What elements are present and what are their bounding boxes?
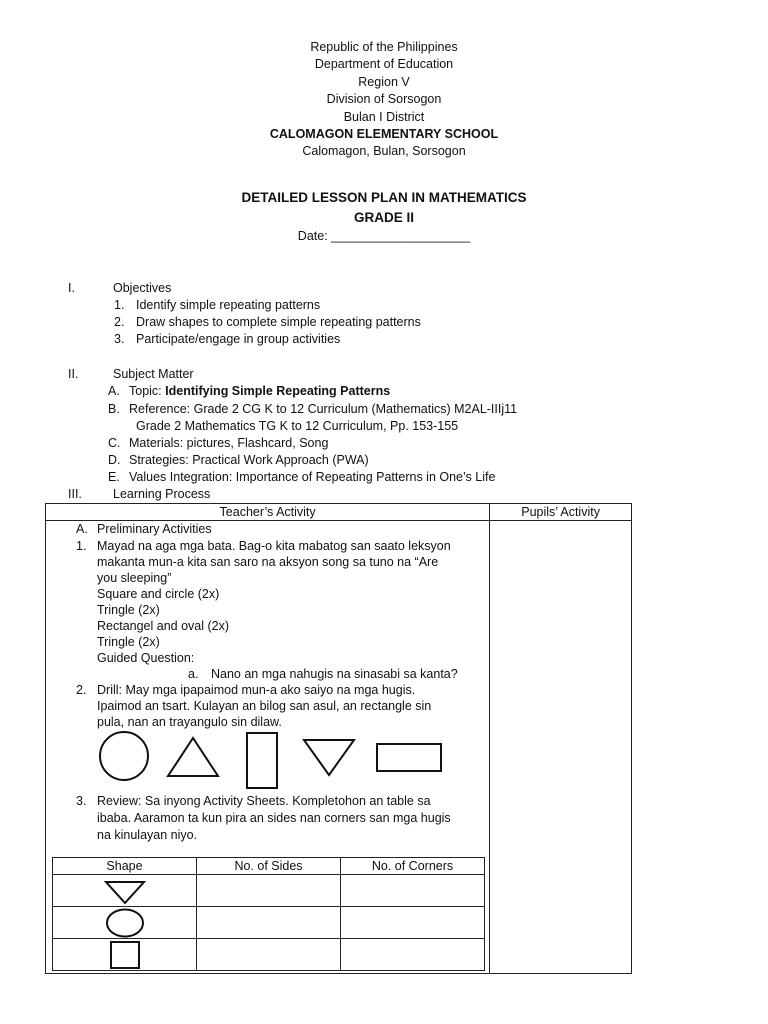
activity-item-line: makanta mun-a kita san saro na aksyon song sa tuno na “Are [97,555,439,569]
subject-item-materials: Materials: pictures, Flashcard, Song [129,436,329,450]
review-corners-cell[interactable] [341,907,485,939]
section-heading-subject-matter: Subject Matter [113,367,194,381]
table-row [53,875,485,907]
review-header-sides: No. of Sides [197,858,341,875]
review-sides-cell[interactable] [197,907,341,939]
header-line-country: Republic of the Philippines [310,40,458,54]
activity-item-line: Tringle (2x) [97,603,160,617]
header-line-district: Bulan I District [343,109,425,124]
activity-item-line: na kinulayan niyo. [97,828,198,842]
activity-section-title: Preliminary Activities [97,522,212,536]
activity-item-line: ibaba. Aaramon ta kun pira an sides nan corners san mga hugis [97,811,451,825]
section-heading-objectives: Objectives [113,281,172,295]
section-heading-learning-process: Learning Process [113,487,211,501]
review-sides-cell[interactable] [197,939,341,971]
date-line: Date: ____________________ [297,229,471,243]
pupils-activity-header: Pupils’ Activity [490,504,632,521]
section-numeral-subject-matter: II. [68,367,79,381]
header-school-address: Calomagon, Bulan, Sorsogon [302,144,466,159]
subject-item-letter: B. [108,402,120,416]
activity-item-line: Ipaimod an tsart. Kulayan an bilog san asul, an rectangle sin [97,699,432,713]
objective-text: Draw shapes to complete simple repeating patterns [136,315,421,329]
table-header-row [46,504,632,521]
objective-text: Participate/engage in group activities [136,332,341,346]
activity-item-line: Mayad na aga mga bata. Bag-o kita mabatog san saato leksyon [97,539,451,553]
objective-number: 3. [114,332,125,346]
review-shape-cell [53,907,197,939]
section-numeral-learning-process: III. [68,487,82,501]
activity-item-number: 1. [76,539,87,553]
review-corners-cell[interactable] [341,939,485,971]
section-numeral-objectives: I. [68,281,75,295]
guided-question-letter: a. [188,667,199,681]
review-header-shape: Shape [53,858,197,875]
objective-number: 2. [114,315,125,329]
header-line-division: Division of Sorsogon [326,92,442,107]
activity-item-number: 3. [76,794,87,808]
activity-item-line: Review: Sa inyong Activity Sheets. Kompletohon an table sa [97,794,431,808]
topic-title: Identifying Simple Repeating Patterns [165,384,391,398]
objective-number: 1. [114,298,125,312]
activity-section-letter: A. [76,522,88,536]
pupils-activity-cell [490,521,632,974]
teacher-activity-header: Teacher’s Activity [46,504,490,521]
subject-item-letter: E. [108,470,120,484]
circle-icon [105,908,145,938]
guided-question-text: Nano an mga nahugis na sinasabi sa kanta? [211,667,458,681]
document-header [0,39,768,161]
subject-item-values: Values Integration: Importance of Repeating Patterns in One’s Life [129,470,496,484]
review-shape-cell [53,939,197,971]
activity-item-line: you sleeping” [97,571,172,585]
subject-item-reference: Reference: Grade 2 CG K to 12 Curriculum (Mathematics) M2AL-IIIj11 [129,402,518,416]
activity-item-line: Tringle (2x) [97,635,160,649]
activity-item-line: Rectangel and oval (2x) [97,619,230,633]
review-shape-cell [53,875,197,907]
header-line-region: Region V [358,74,410,89]
subject-item-letter: A. [108,384,120,398]
table-row [53,939,485,971]
tall-rectangle-icon [247,733,277,788]
activity-item-line: pula, nan an trayangulo sin dilaw. [97,715,282,729]
inverted-triangle-icon [103,879,147,905]
document-title: DETAILED LESSON PLAN IN MATHEMATICS [241,190,527,205]
topic-prefix: Topic: [129,384,166,398]
drill-shapes [90,728,450,792]
grade-level: GRADE II [353,210,414,225]
subject-item-letter: D. [108,453,121,467]
inverted-triangle-icon [304,740,354,775]
activity-item-line: Square and circle (2x) [97,587,220,601]
circle-icon [100,732,148,780]
review-sides-cell[interactable] [197,875,341,907]
objective-text: Identify simple repeating patterns [136,298,321,312]
wide-rectangle-icon [377,744,441,771]
activity-item-line: Drill: May mga ipapaimod mun-a ako saiyo na mga hugis. [97,683,416,697]
activity-item-number: 2. [76,683,87,697]
review-corners-cell[interactable] [341,875,485,907]
triangle-icon [168,738,218,776]
subject-item-letter: C. [108,436,121,450]
table-row [53,907,485,939]
subject-item-strategies: Strategies: Practical Work Approach (PWA) [129,453,369,467]
subject-item-topic [129,383,390,400]
review-header-corners: No. of Corners [341,858,485,875]
activity-item-line: Guided Question: [97,651,195,665]
review-table [52,857,485,971]
header-line-department: Department of Education [314,57,454,72]
subject-item-reference-cont: Grade 2 Mathematics TG K to 12 Curriculum, Pp. 153-155 [136,419,459,433]
review-table-header [53,858,485,875]
document-title-block [0,188,768,228]
header-school-name: CALOMAGON ELEMENTARY SCHOOL [269,126,499,141]
square-icon [108,940,142,970]
